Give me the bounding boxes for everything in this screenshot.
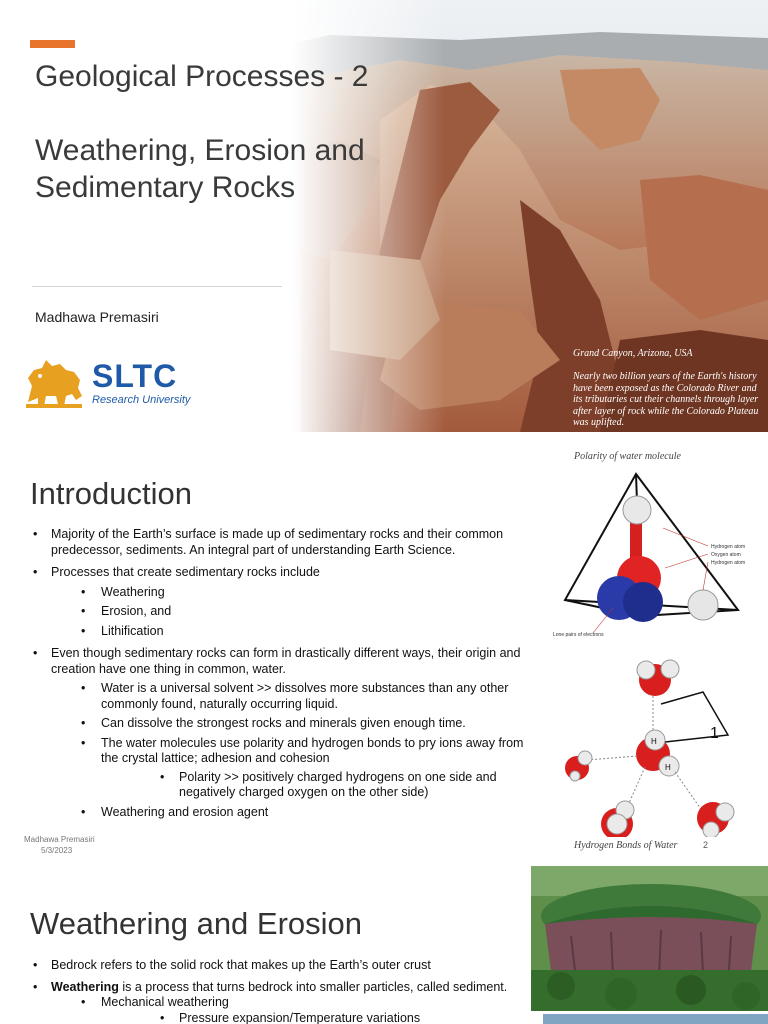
title-slide [0, 0, 768, 432]
second-photo-edge [543, 1014, 768, 1024]
bullet-item: • Bedrock refers to the solid rock that makes up the Earth’s outer crust [30, 958, 535, 974]
sub-bullet-item [72, 736, 535, 801]
sub-bullet-item [72, 995, 535, 1024]
bullet-text: Majority of the Earth’s surface is made up of sedimentary rocks and their common predecessor, sediments. An integral part of understanding Earth Science. [51, 527, 504, 557]
sub-sub-bullet-item: • Pressure expansion/Temperature variations [151, 1011, 535, 1024]
introduction-slide [0, 432, 768, 864]
water-polarity-diagram [553, 468, 753, 648]
bullet-item [30, 980, 535, 1024]
bullet-item [30, 565, 535, 639]
label-oxygen-atom: Oxygen atom [711, 552, 741, 558]
bullet-text: The water molecules use polarity and hydrogen bonds to pry ions away from the crystal lattice; adhesion and cohesion [101, 735, 524, 765]
weathering-erosion-slide [0, 864, 768, 1024]
bond-length-label: 1 [710, 725, 719, 742]
slide-title: Introduction [30, 476, 192, 511]
bullet-item [30, 527, 535, 558]
sub-bullet-item: • Weathering and erosion agent [72, 805, 535, 821]
bullet-text: Even though sedimentary rocks can form in drastically different ways, their origin and creation have one thing in common, water. [51, 646, 521, 676]
atom-label-h-2: H [665, 763, 671, 772]
sub-bullet-item: • Erosion, and [72, 604, 535, 620]
slide-body [30, 527, 535, 827]
label-hydrogen-atom-2: Hydrogen atom [711, 560, 746, 566]
label-lone-pairs: Lone pairs of electrons [553, 632, 604, 638]
photo-caption-body: Nearly two billion years of the Earth's history have been exposed as the Colorado River and its tributaries cut their channels through layer after layer of rock while the Colorado Plateau was uplifted. [573, 371, 759, 428]
divider [32, 286, 282, 287]
bold-term: Weathering [51, 979, 119, 994]
page-number: 2 [703, 840, 709, 850]
bullet-text: Processes that create sedimentary rocks include [51, 565, 320, 579]
footer-author: Madhawa Premasiri [24, 835, 95, 844]
footer-date: 5/3/2023 [41, 846, 73, 855]
lion-emblem-icon [22, 356, 88, 412]
rock-plateau-photo [531, 866, 768, 1011]
sub-bullet-item: • Can dissolve the strongest rocks and minerals given enough time. [72, 716, 535, 732]
label-hydrogen-atom: Hydrogen atom [711, 544, 746, 550]
figure-caption-hydrogen-bonds: Hydrogen Bonds of Water [574, 840, 678, 851]
author-name: Madhawa Premasiri [35, 309, 159, 325]
presentation-subtitle: Weathering, Erosion and Sedimentary Rocks [35, 134, 365, 204]
figure-caption-polarity: Polarity of water molecule [574, 451, 681, 462]
hydrogen-bonds-diagram [553, 652, 753, 837]
sub-bullet-item: • Weathering [72, 585, 535, 601]
sub-bullet-item: • Water is a universal solvent >> dissolves more substances than any other commonly found, naturally occurring liquid. [72, 681, 535, 712]
presentation-title: Geological Processes - 2 [35, 60, 369, 93]
sub-sub-bullet-item: • Polarity >> positively charged hydrogens on one side and negatively charged oxygen on the other side) [151, 770, 535, 801]
slide-title: Weathering and Erosion [30, 906, 363, 941]
photo-caption-place: Grand Canyon, Arizona, USA [573, 348, 693, 359]
logo-wordmark: SLTC [92, 358, 178, 394]
slide-body [30, 958, 535, 1024]
bullet-text: is a process that turns bedrock into smaller particles, called sediment. [118, 979, 508, 994]
sltc-logo [22, 356, 192, 412]
accent-bar [30, 40, 75, 48]
atom-label-h: H [651, 737, 657, 746]
bullet-item [30, 646, 535, 820]
bullet-text: Mechanical weathering [101, 995, 229, 1009]
logo-tagline: Research University [92, 394, 191, 406]
sub-bullet-item: • Lithification [72, 624, 535, 640]
